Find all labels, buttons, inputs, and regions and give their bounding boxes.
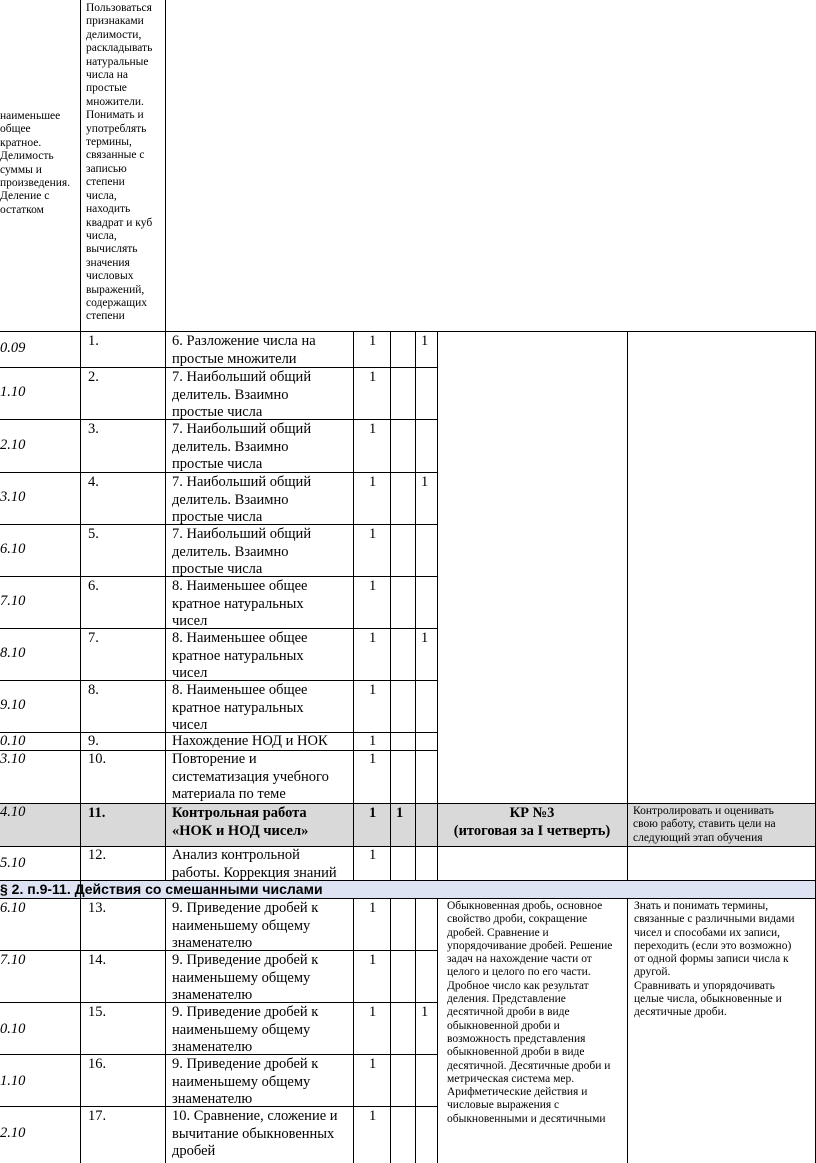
lesson-hours: 1 bbox=[369, 900, 377, 916]
header-topic-text: наименьшее общее кратное. Делимость суммы и произведения. Деление с остатком bbox=[0, 110, 71, 216]
control-work-description: Контролировать и оценивать свою работу, ставить цели на следующий этап обучения bbox=[633, 805, 776, 844]
lesson-date: 7.10 bbox=[0, 593, 26, 609]
lesson-date: 1.10 bbox=[0, 1073, 26, 1089]
lesson-number: 16. bbox=[88, 1056, 107, 1072]
lesson-number: 3. bbox=[88, 421, 99, 437]
lesson-hours: 1 bbox=[369, 751, 377, 767]
lesson-hours: 1 bbox=[369, 1004, 377, 1020]
lesson-number: 2. bbox=[88, 369, 99, 385]
lesson-topic: 9. Приведение дробей к наименьшему общему знаменателю bbox=[172, 1004, 319, 1055]
lesson-number: 5. bbox=[88, 526, 99, 542]
grid-line bbox=[0, 898, 816, 899]
lesson-date: 1.10 bbox=[0, 384, 26, 400]
lesson-topic: 7. Наибольший общий делитель. Взаимно простые числа bbox=[172, 526, 312, 577]
grid-line bbox=[390, 898, 391, 1163]
lesson-number: 9. bbox=[88, 733, 99, 749]
lesson-date: 0.10 bbox=[0, 733, 26, 749]
lesson-date: 3.10 bbox=[0, 489, 26, 505]
lesson-hours: 1 bbox=[369, 333, 377, 349]
lesson-topic: 8. Наименьшее общее кратное натуральных чисел bbox=[172, 630, 308, 681]
lesson-mark: 1 bbox=[421, 1004, 429, 1020]
grid-line bbox=[415, 898, 416, 1163]
lesson-date: 6.10 bbox=[0, 541, 26, 557]
lesson-number: 1. bbox=[88, 333, 99, 349]
lesson-hours: 1 bbox=[369, 682, 377, 698]
lesson-hours: 1 bbox=[369, 526, 377, 542]
grid-line bbox=[0, 803, 816, 804]
grid-line bbox=[415, 331, 416, 880]
grid-line bbox=[165, 0, 166, 880]
lesson-number: 14. bbox=[88, 952, 107, 968]
lesson-date: 2.10 bbox=[0, 1125, 26, 1141]
grid-line bbox=[0, 846, 816, 847]
lesson-mark: 1 bbox=[421, 630, 429, 646]
lesson-topic: 7. Наибольший общий делитель. Взаимно простые числа bbox=[172, 474, 312, 525]
grid-line bbox=[627, 898, 628, 1163]
lesson-topic: 7. Наибольший общий делитель. Взаимно простые числа bbox=[172, 369, 312, 420]
lesson-date: 8.10 bbox=[0, 645, 26, 661]
lesson-hours: 1 bbox=[369, 630, 377, 646]
lesson-hours: 1 bbox=[369, 578, 377, 594]
grid-line bbox=[437, 331, 438, 880]
lesson-number: 11. bbox=[88, 805, 106, 821]
header-skills-text: Пользоваться признаками делимости, раскладывать натуральные числа на простые множители. Понимать и употреблять термины, связанные с записью степени числа, находить квадрат и куб числа, вычислять значения числовых выражений, содержащих степени bbox=[86, 2, 153, 323]
lesson-date: 7.10 bbox=[0, 952, 26, 968]
lesson-date: 3.10 bbox=[0, 751, 26, 767]
lesson-number: 8. bbox=[88, 682, 99, 698]
lesson-hours: 1 bbox=[369, 421, 377, 437]
grid-line bbox=[353, 898, 354, 1163]
lesson-number: 7. bbox=[88, 630, 99, 646]
grid-line bbox=[165, 898, 166, 1163]
lesson-date: 6.10 bbox=[0, 900, 26, 916]
section-title: § 2. п.9-11. Действия со смешанными числами bbox=[0, 881, 323, 897]
grid-line bbox=[80, 0, 81, 1163]
lesson-date: 5.10 bbox=[0, 855, 26, 871]
lesson-number: 15. bbox=[88, 1004, 107, 1020]
lesson-date: 0.10 bbox=[0, 1021, 26, 1037]
lesson-number: 17. bbox=[88, 1108, 107, 1124]
lesson-topic: 8. Наименьшее общее кратное натуральных чисел bbox=[172, 578, 308, 629]
grid-line bbox=[0, 331, 816, 332]
lesson-topic: Контрольная работа «НОК и НОД чисел» bbox=[172, 805, 309, 839]
lesson-hours: 1 bbox=[369, 733, 377, 749]
lesson-hours: 1 bbox=[369, 1108, 377, 1124]
lesson-topic: Повторение и систематизация учебного материала по теме bbox=[172, 751, 329, 802]
lesson-mark: 1 bbox=[396, 805, 404, 821]
lesson-hours: 1 bbox=[369, 1056, 377, 1072]
lesson-topic: 10. Сравнение, сложение и вычитание обыкновенных дробей bbox=[172, 1108, 338, 1159]
lesson-date: 9.10 bbox=[0, 697, 26, 713]
lesson-number: 13. bbox=[88, 900, 107, 916]
lesson-topic: 7. Наибольший общий делитель. Взаимно простые числа bbox=[172, 421, 312, 472]
lesson-topic: 9. Приведение дробей к наименьшему общему знаменателю bbox=[172, 952, 319, 1003]
grid-line bbox=[390, 331, 391, 880]
lesson-topic: 6. Разложение числа на простые множители bbox=[172, 333, 316, 367]
grid-line bbox=[627, 331, 628, 880]
lesson-date: 0.09 bbox=[0, 340, 26, 356]
grid-line bbox=[437, 898, 438, 1163]
lesson-mark: 1 bbox=[421, 333, 429, 349]
lesson-number: 12. bbox=[88, 847, 107, 863]
lesson-mark: 1 bbox=[421, 474, 429, 490]
lesson-topic: 8. Наименьшее общее кратное натуральных чисел bbox=[172, 682, 308, 733]
grid-line bbox=[353, 331, 354, 880]
lesson-number: 4. bbox=[88, 474, 99, 490]
lesson-topic: Анализ контрольной работы. Коррекция знаний bbox=[172, 847, 337, 881]
lesson-hours: 1 bbox=[369, 474, 377, 490]
lesson-hours: 1 bbox=[369, 952, 377, 968]
lesson-date: 2.10 bbox=[0, 437, 26, 453]
lesson-topic: 9. Приведение дробей к наименьшему общему знаменателю bbox=[172, 1056, 319, 1107]
lesson-number: 6. bbox=[88, 578, 99, 594]
lesson-hours: 1 bbox=[369, 369, 377, 385]
lesson-hours: 1 bbox=[369, 847, 377, 863]
lesson-topic: Нахождение НОД и НОК bbox=[172, 733, 328, 749]
control-work-title: КР №3 (итоговая за I четверть) bbox=[453, 805, 611, 839]
section-skills-text: Знать и понимать термины, связанные с различными видами чисел и способами их записи, переходить (если это возможно) от одной формы записи числа к другой. Сравнивать и упорядочивать целые числа, обыкновенные и десятичные дроби. bbox=[634, 900, 795, 1019]
section-content-text: Обыкновенная дробь, основное свойство дроби, сокращение дробей. Сравнение и упорядочивание дробей. Решение задач на нахождение части от целого и целого по его части. Дробное число как результат деления. Представление десятичной дроби в виде обыкновенной дроби и возможность представления обыкновенной дроби в виде десятичной. Десятичные дроби и метрическая система мер. Арифметические действия и числовые выражения с обыкновенными и десятичными bbox=[447, 900, 613, 1125]
lesson-number: 10. bbox=[88, 751, 107, 767]
lesson-hours: 1 bbox=[369, 805, 377, 821]
lesson-date: 4.10 bbox=[0, 804, 26, 820]
lesson-topic: 9. Приведение дробей к наименьшему общему знаменателю bbox=[172, 900, 319, 951]
